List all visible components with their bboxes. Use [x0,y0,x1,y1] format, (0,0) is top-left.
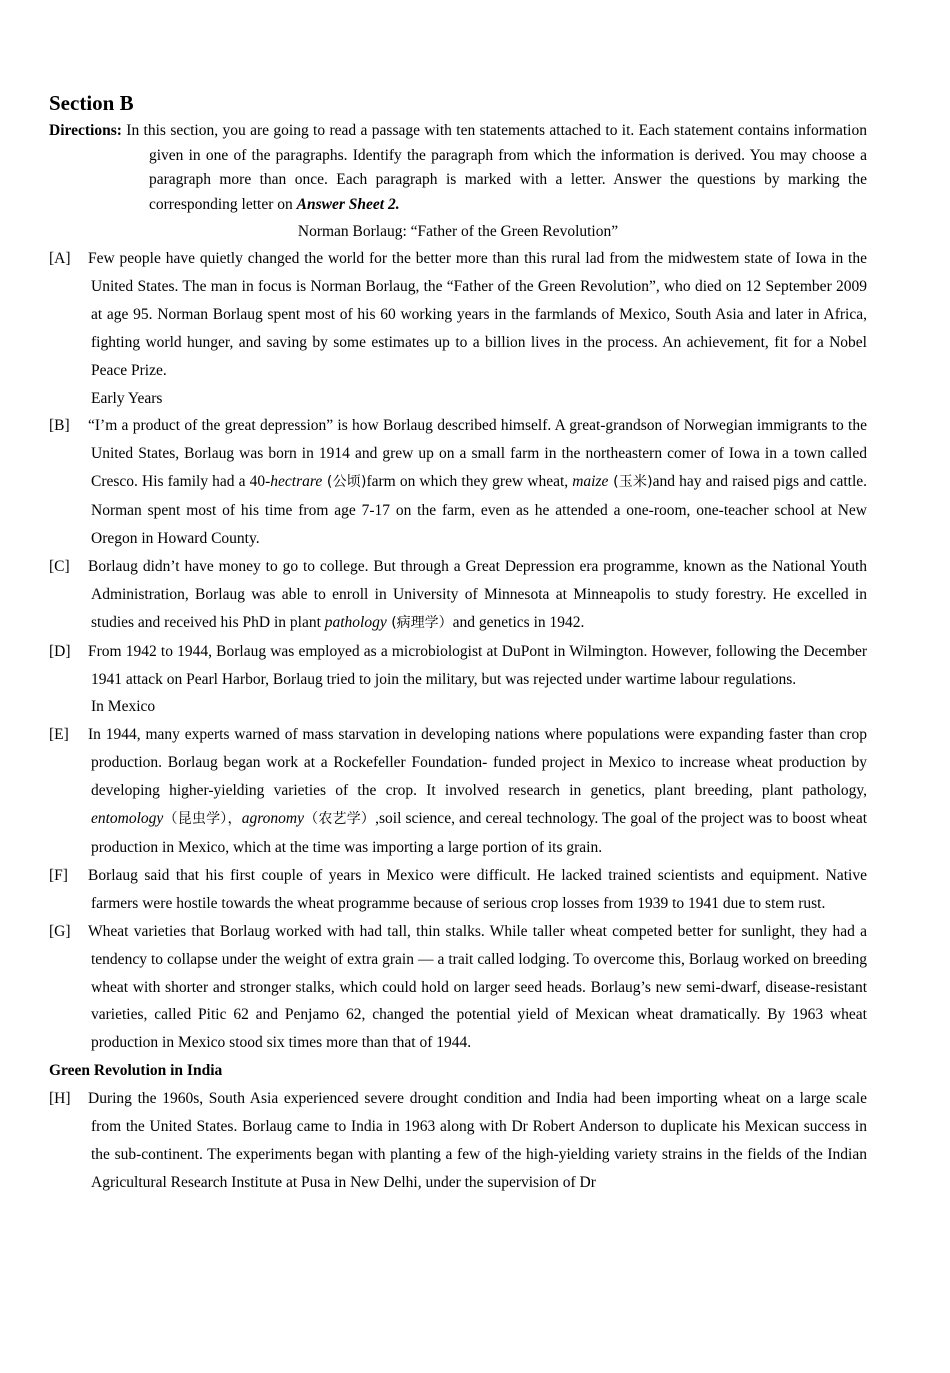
section-title: Section B [49,91,134,115]
subheading-green-revolution-india: Green Revolution in India [49,1062,223,1080]
chinese-gloss: （昆虫学）， [163,811,242,828]
subheading-early-years: Early Years [91,389,163,407]
paragraph-h [49,1085,867,1197]
paragraph-text: ,soil science, and cereal technology. The goal of the project was to boost wheat production in Mexico, which at the time was importing a large portion of its grain. [91,810,868,856]
paragraph-text: In 1944, many experts warned of mass starvation in developing nations where populations were expanding faster than crop production. Borlaug began work at a Rockefeller Foundation- funded project in Mexico to increase wheat production by developing higher-yielding varieties of the crop. It involved research in genetics, plant breeding, plant pathology, [88,726,867,800]
subheading-in-mexico: In Mexico [91,698,156,716]
glossed-term: entomology [91,810,164,828]
glossed-term: maize [572,473,609,491]
paragraph-letter: [G] [49,922,71,940]
paragraph-text: and hay and raised pigs and cattle. Norman spent most of his time from age 7-17 on the farm, even as he attended a one-room, one-teacher school at New Oregon in Howard County. [91,473,868,548]
paragraph-text: Borlaug didn’t have money to go to college. But through a Great Depression era programme, known as the National Youth Administration, Borlaug was able to enroll in University of Minnesota at Minneapolis to study forestry. He excelled in studies and received his PhD in plant [88,557,867,631]
paragraph-a [49,245,867,385]
paragraph-text: and genetics in 1942. [452,613,585,631]
paragraph-letter: [F] [49,866,68,884]
paragraph-d [49,638,867,694]
glossed-term: agronomy [241,810,304,828]
document-page [49,89,867,1197]
paragraph-letter: [D] [49,642,71,660]
paragraph-letter: [A] [49,249,71,267]
paragraph-text: During the 1960s, South Asia experienced severe drought condition and India had been importing wheat on a large scale from the United States. Borlaug came to India in 1963 along with Dr Robert Anderson to duplicate his Mexican success in the sub-continent. The experiments began with planting a few of the high-yielding variety strains in the fields of the Indian Agricultural Research Institute at Pusa in New Delhi, under the supervision of Dr [88,1090,867,1191]
paragraph-letter: [H] [49,1090,71,1108]
paragraph-letter: [C] [49,557,70,575]
directions [49,119,867,217]
paragraph-letter: [B] [49,417,70,435]
passage-title: Norman Borlaug: “Father of the Green Revolution” [297,223,619,241]
paragraph-text: farm on which they grew wheat, [366,473,573,491]
paragraph-text: Wheat varieties that Borlaug worked with had tall, thin stalks. While taller wheat competed better for sunlight, they had a tendency to collapse under the weight of extra grain — a trait called lodging. To overcome this, Borlaug worked on breeding wheat with shorter and stronger stalks, which could hold on larger seed heads. Borlaug’s new semi-dwarf, disease-resistant varieties, called Pitic 62 and Penjamo 62, changed the potential yield of Mexican wheat dramatically. By 1963 wheat production in Mexico stood six times more than that of 1944. [88,922,867,1052]
directions-label: Directions: [49,122,122,139]
chinese-gloss: (病理学） [386,614,453,631]
paragraph-g [49,918,867,1058]
glossed-term: hectrare [270,473,323,491]
chinese-gloss: （农艺学） [303,811,376,828]
paragraph-text: “I’m a product of the great depression” is how Borlaug described himself. A great-grandson of Norwegian immigrants to the United States, Borlaug was born in 1914 and grew up on a small farm in the northeastern comer of Iowa in a town called Cresco. His family had a 40- [88,417,867,491]
chinese-gloss: (玉米) [608,474,653,491]
directions-text: In this section, you are going to read a passage with ten statements attached to it. Each statement contains information given in one of the paragraphs. Identify the paragraph from which the information is derived. You may choose a paragraph more than once. Each paragraph is marked with a letter. Answer the questions by marking the corresponding letter on [121,122,867,213]
paragraph-e [49,721,867,862]
chinese-gloss: (公顷) [322,474,367,491]
paragraph-text: Borlaug said that his first couple of years in Mexico were difficult. He lacked trained scientists and equipment. Native farmers were hostile towards the wheat programme because of serious crop losses from 1939 to 1941 due to stem rust. [88,866,867,912]
paragraph-b [49,412,867,553]
paragraph-c [49,553,867,638]
glossed-term: pathology [324,613,387,631]
paragraph-text: From 1942 to 1944, Borlaug was employed as a microbiologist at DuPont in Wilmington. However, following the December 1941 attack on Pearl Harbor, Borlaug tried to join the military, but was rejected under wartime labour regulations. [88,642,867,688]
answer-sheet-reference: Answer Sheet 2. [296,195,400,213]
paragraph-letter: [E] [49,726,69,744]
paragraph-text: Few people have quietly changed the world for the better more than this rural lad from the midwestem state of Iowa in the United States. The man in focus is Norman Borlaug, the “Father of the Green Revolution”, who died on 12 September 2009 at age 95. Norman Borlaug spent most of his 60 working years in the farmlands of Mexico, South Asia and later in Africa, fighting world hunger, and saving by some estimates up to a billion lives in the process. An achievement, fit for a Nobel Peace Prize. [88,249,867,379]
paragraph-f [49,862,867,918]
